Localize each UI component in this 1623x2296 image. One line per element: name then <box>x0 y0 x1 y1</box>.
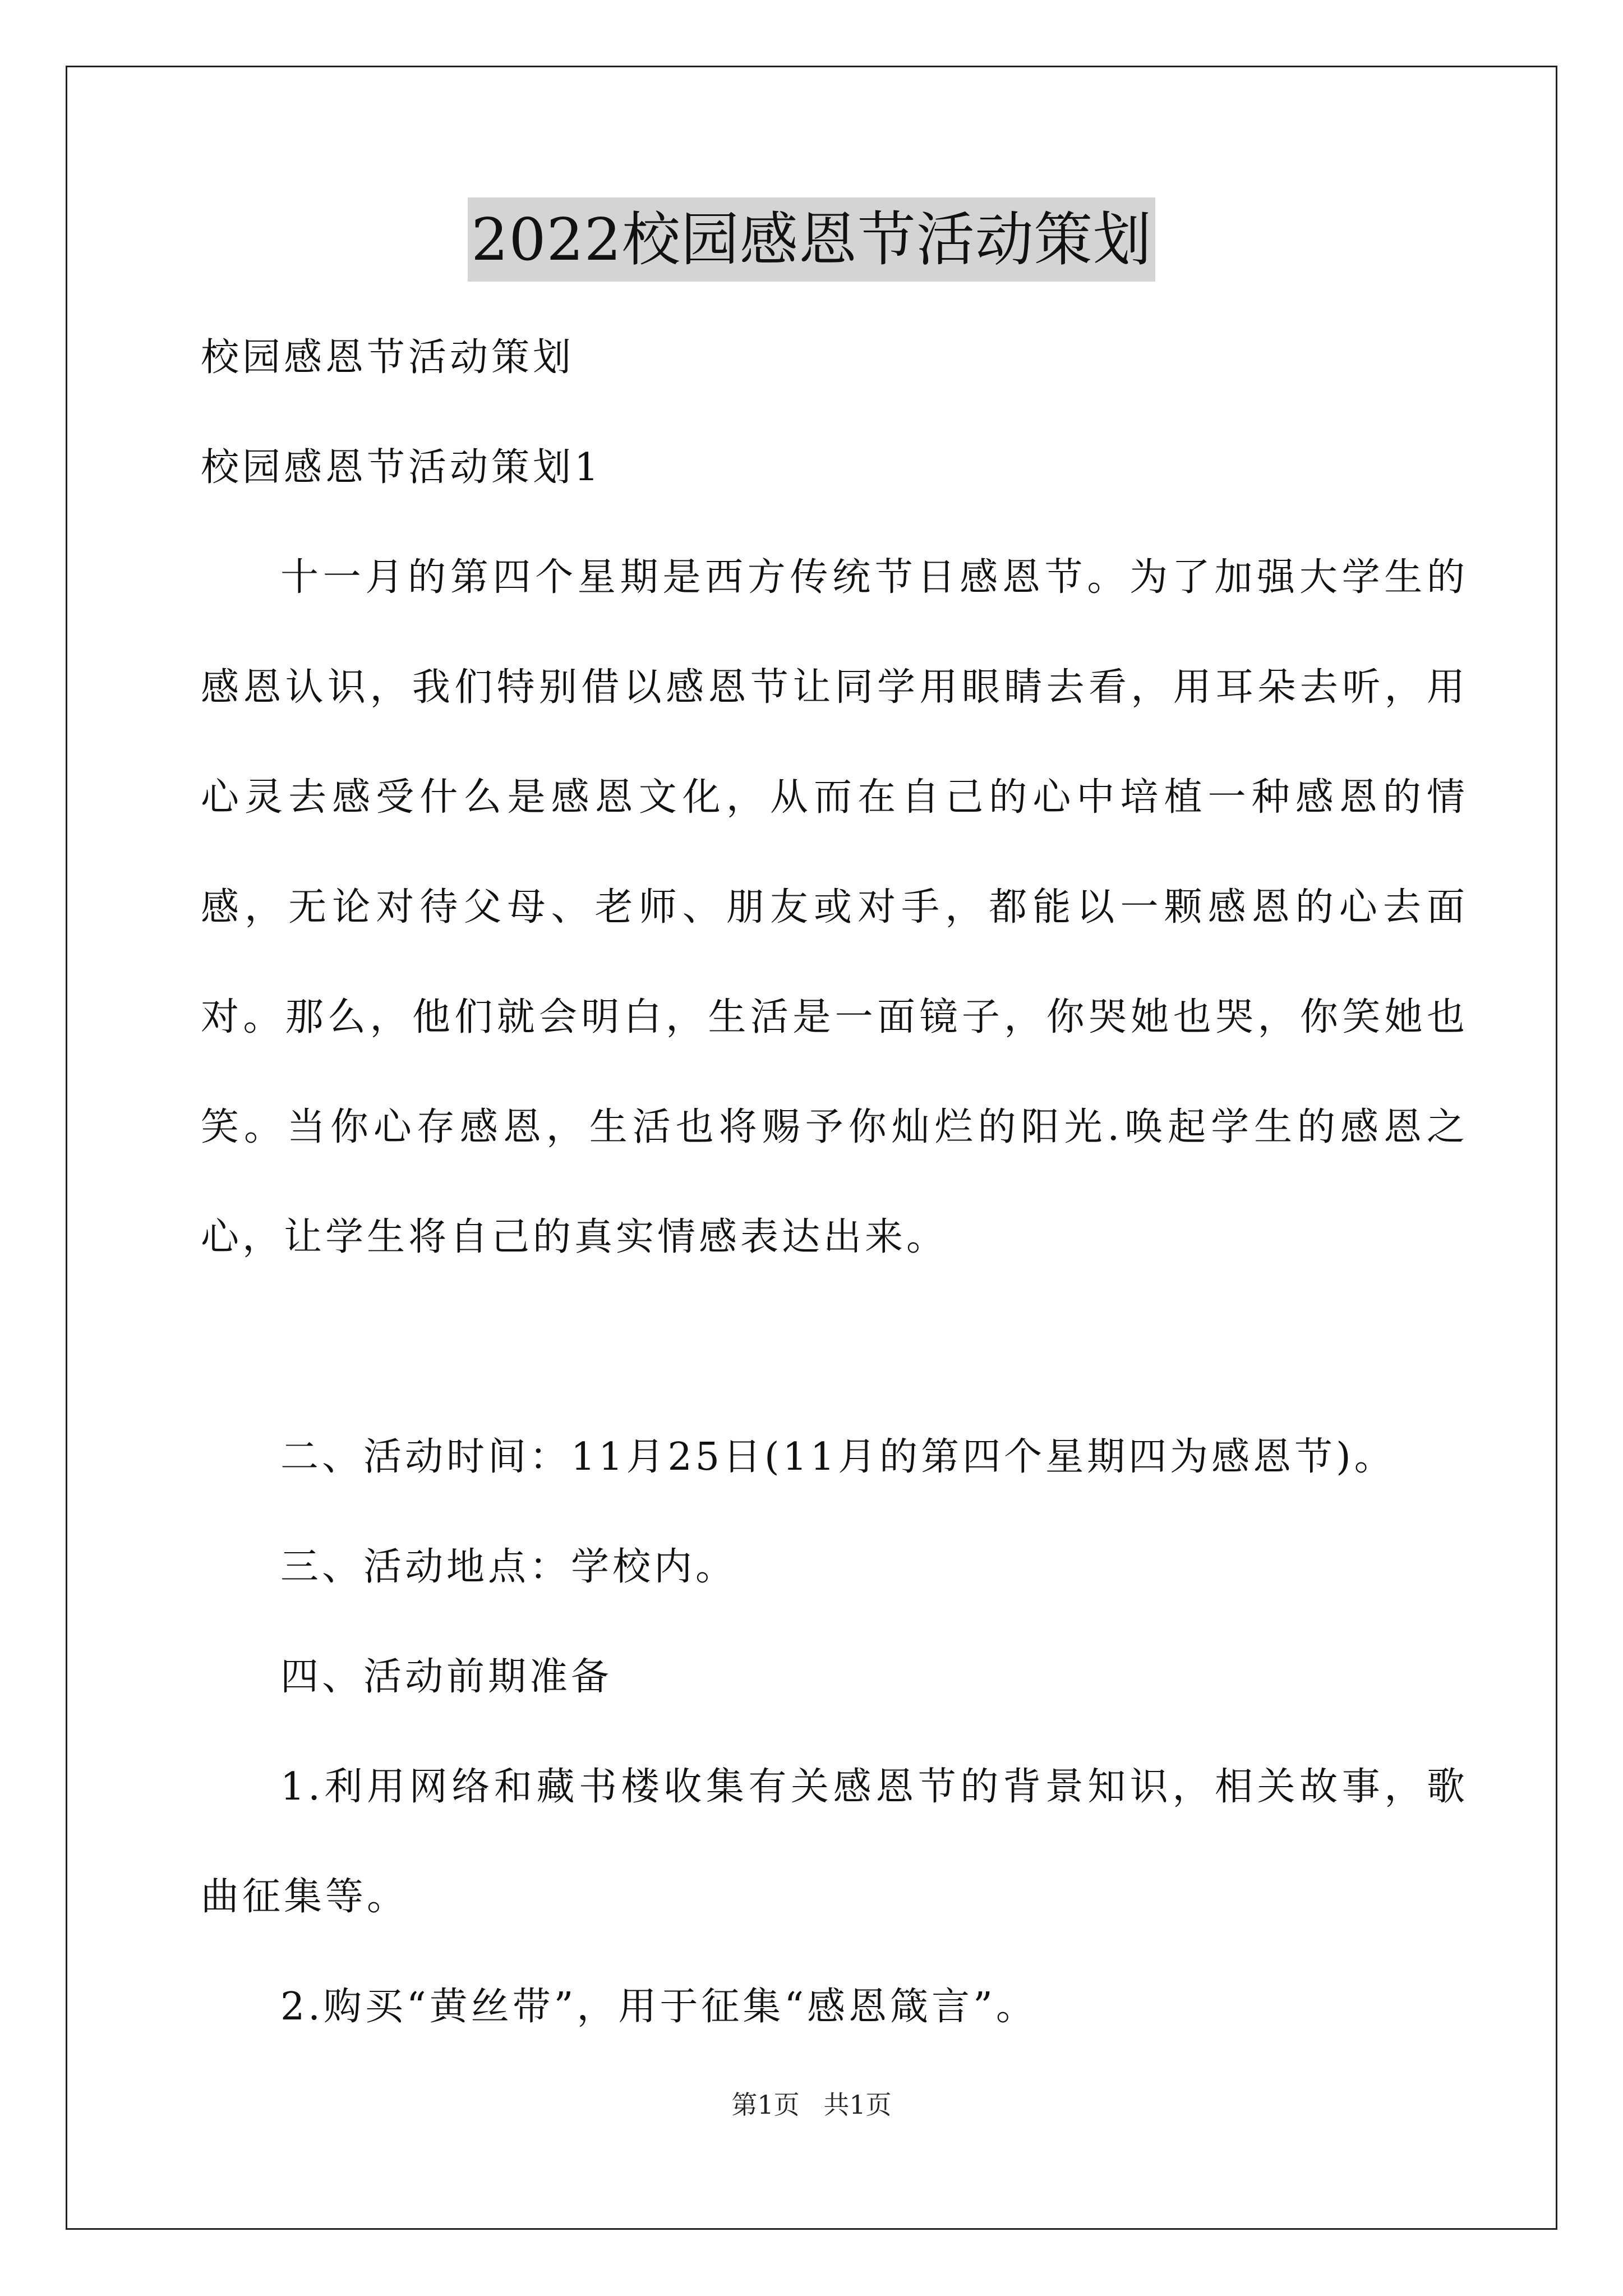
page-footer <box>0 2088 1623 2122</box>
section-time: 二、活动时间：11月25日(11月的第四个星期四为感恩节)。 <box>280 1435 1396 1479</box>
document-title: 2022校园感恩节活动策划 <box>468 197 1155 282</box>
section-location: 三、活动地点：学校内。 <box>280 1545 737 1589</box>
title-container <box>0 197 1623 282</box>
subtitle-line: 校园感恩节活动策划 <box>201 335 575 380</box>
blank-line <box>201 1292 1468 1402</box>
section-preparation-heading: 四、活动前期准备 <box>280 1655 613 1699</box>
intro-paragraph: 十一月的第四个星期是西方传统节日感恩节。为了加强大学生的感恩认识，我们特别借以感恩节让同学用眼睛去看，用耳朵去听，用心灵去感受什么是感恩文化，从而在自己的心中培植一种感恩的情感，无论对待父母、老师、朋友或对手，都能以一颗感恩的心去面对。那么，他们就会明白，生活是一面镜子，你哭她也哭，你笑她也笑。当你心存感恩，生活也将赐予你灿烂的阳光.唤起学生的感恩之心，让学生将自己的真实情感表达出来。 <box>201 555 1468 1259</box>
page-total: 共1页 <box>823 2090 892 2120</box>
preparation-item-1: 1.利用网络和藏书楼收集有关感恩节的背景知识，相关故事，歌曲征集等。 <box>201 1765 1468 1919</box>
document-body <box>201 303 1468 2062</box>
page-number: 第1页 <box>731 2090 800 2120</box>
subtitle-numbered-line: 校园感恩节活动策划1 <box>201 445 602 490</box>
preparation-item-2: 2.购买“黄丝带”，用于征集“感恩箴言”。 <box>280 1985 1038 2029</box>
